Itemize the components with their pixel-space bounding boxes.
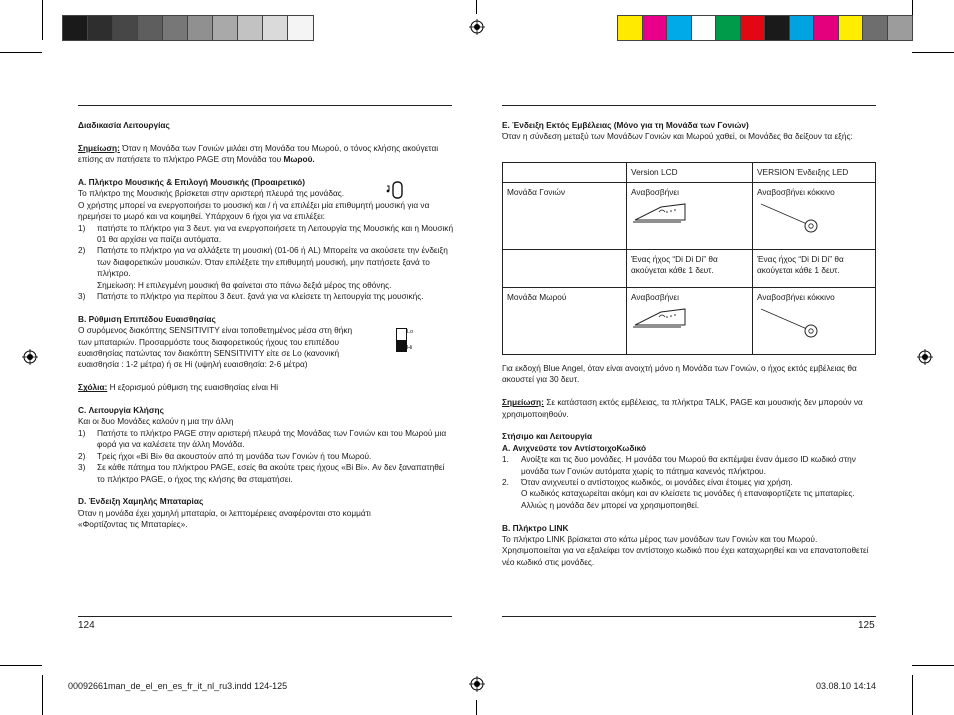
color-swatch (163, 16, 188, 40)
color-swatch (888, 16, 913, 40)
color-swatch (814, 16, 839, 40)
section-c-list (78, 428, 454, 485)
link-text: Χρησιμοποιείται για να εξαλείφει τον αντίστοιχο κωδικό που έχει καταχωρηθεί και να επανατοποθετεί νέο κωδικό στις μονάδες. (502, 545, 869, 567)
table-header-cell (503, 163, 627, 183)
section-d-text: Όταν η μονάδα έχει χαμηλή μπαταρία, οι λεπτομέρειες αναφέρονται στο κομμάτι (78, 507, 371, 518)
bottom-rule-right (502, 616, 876, 617)
footer-date: 03.08.10 14:14 (816, 681, 877, 691)
crop-mark (912, 52, 954, 53)
setup-list (502, 454, 876, 511)
section-e-text: Όταν η σύνδεση μεταξύ των Μονάδων Γονιών και Μωρού χαθεί, οι Μονάδες θα δείξουν τα εξής: (502, 131, 853, 142)
color-swatch (138, 16, 163, 40)
led-indicator-icon (757, 303, 827, 343)
out-of-range-table (502, 162, 876, 355)
color-swatch (288, 16, 313, 40)
led-indicator-icon (757, 198, 827, 238)
color-swatch (188, 16, 213, 40)
table-cell: Αναβοσβήνει κόκκινο (753, 183, 876, 250)
top-rule-left (78, 105, 452, 106)
list-item-number: 1) (78, 222, 86, 233)
right-page-lower (502, 363, 876, 568)
registration-mark-icon (469, 19, 485, 35)
list-item-note: Σημείωση: Η επιλεγμένη μουσική θα φαίνεται στο πάνω δεξιά μέρος της οθόνης. (97, 279, 392, 290)
list-item-text: Τρείς ήχοι «Bi Bi» θα ακουστούν από τη μονάδα των Γονιών ή του Μωρού. (97, 450, 372, 461)
list-item-text: Πατήστε το πλήκτρο για να αλλάξετε τη μουσική (01-06 ή AL) Μπορείτε να ακούσετε την ένδειξη των διαφορετικών μουσικών. Όταν επιλέξετε την επιθυμητή μουσική, μην πατήσετε ξανά το πλήκτρο. (97, 245, 448, 279)
color-swatch (790, 16, 815, 40)
section-a-intro: Το πλήκτρο της Μουσικής βρίσκεται στην αριστερή πλευρά της μονάδας. Ο χρήστης μπορεί να ενεργοποιήσει το μουσική και / ή να επιλέξει μία επιθυμητή μουσική για να ηρεμήσει το μωρό και να κοιμηθεί. Υπάρχουν 6 ήχοι για να επιλέξει: (78, 188, 454, 222)
crop-mark (0, 52, 42, 53)
top-rule-right (502, 105, 876, 106)
list-item-number: 1. (502, 454, 509, 465)
table-cell: Ένας ήχος “Di Di Di” θα ακούγεται κάθε 1 δευτ. (753, 250, 876, 288)
note-paragraph: Σημείωση: Σε κατάσταση εκτός εμβέλειας, τα πλήκτρα TALK, PAGE και μουσικής δεν μπορούν να χρησιμοποιηθούν. (502, 397, 863, 419)
section-b-title: B. Ρύθμιση Επιπέδου Ευαισθησίας (78, 313, 216, 324)
list-item-text: Πατήστε το πλήκτρο PAGE στην αριστερή πλευρά της Μονάδας των Γονιών και του Μωρού μια φορά για να καλέσετε την άλλη Μονάδα. (97, 427, 447, 450)
table-row (503, 288, 876, 355)
table-row (503, 250, 876, 288)
color-swatch (741, 16, 766, 40)
list-item (78, 245, 454, 291)
section-c-intro: Και οι δυο Μονάδες καλούν η μια την άλλη (78, 416, 234, 427)
blue-angel-paragraph: Για εκδοχή Blue Angel, όταν είναι ανοιχτή μόνο η Μονάδα των Γονιών, ο ήχος εκτός εμβέλειας θα ακουστεί για 30 δευτ. (502, 363, 857, 385)
color-swatch (692, 16, 717, 40)
list-item-text: Όταν ανιχνευτεί ο αντίστοιχος κωδικός, οι μονάδες είναι έτοιμες για χρήση. (521, 477, 793, 488)
crop-mark (42, 0, 43, 40)
list-item-text: Ανοίξτε και τις δυο μονάδες. Η μονάδα του Μωρού θα εκπέμψει έναν άμεσο ID κωδικό στην μονάδα των Γονιών αυτόματα χωρίς το πάτημα κανενός πλήκτρου. (521, 454, 856, 476)
section-c-title: C. Λειτουργία Κλήσης (78, 405, 164, 416)
section-a-list (78, 223, 454, 303)
crop-mark (912, 0, 913, 40)
color-swatch (113, 16, 138, 40)
registration-mark-icon (22, 349, 38, 365)
list-item (78, 451, 454, 462)
color-swatch (263, 16, 288, 40)
table-cell: Μονάδα Μωρού (503, 288, 627, 355)
section-e-title: E. Ένδειξη Εκτός Εμβέλειας (Μόνο για τη Μονάδα των Γονιών) (502, 120, 749, 130)
table-cell: Αναβοσβήνει (627, 183, 753, 250)
table-row (503, 183, 876, 250)
registration-mark-icon (469, 676, 485, 692)
color-swatch (667, 16, 692, 40)
color-swatch (765, 16, 790, 40)
left-page (78, 120, 454, 531)
list-item (502, 454, 876, 477)
comment-paragraph: Σχόλια: Η εξορισμού ρύθμιση της ευαισθησίας είναι Hi (78, 382, 279, 393)
color-swatch (839, 16, 864, 40)
table-cell: Αναβοσβήνει κόκκινο (753, 288, 876, 355)
list-item-note: Ο κωδικός καταχωρείται ακόμη και αν κλείσετε τις μονάδες ή επαναφορτίζετε τις μπαταρίες. Αλλιώς η μονάδα δεν μπορεί να χρησιμοποιηθεί. (521, 488, 855, 510)
crop-mark (912, 665, 954, 666)
list-item (78, 428, 454, 451)
section-d-title: D. Ένδειξη Χαμηλής Μπαταρίας (78, 496, 204, 507)
link-title: B. Πλήκτρο LINK (502, 522, 569, 533)
link-text: Το πλήκτρο LINK βρίσκεται στο κάτω μέρος των μονάδων των Γονιών και του Μωρού. (502, 534, 818, 545)
page-number-left: 124 (78, 620, 95, 631)
table-header-cell: VERSION Ένδειξης LED (753, 163, 876, 183)
sensitivity-switch (396, 328, 407, 352)
list-item-number: 2) (78, 245, 86, 256)
color-swatch (618, 16, 643, 40)
switch-lo-label: Lo (407, 329, 414, 336)
bottom-rule-left (78, 616, 452, 617)
section-heading: Διαδικασία Λειτουργίας (78, 120, 170, 130)
footer-filename: 00092661man_de_el_en_es_fr_it_nl_ru3.indd 124-125 (68, 681, 288, 691)
section-d-text: «Φορτίζοντας τις Μπαταρίες». (78, 519, 188, 530)
setup-title: Στήσιμο και Λειτουργία (502, 431, 593, 442)
table-cell: Ένας ήχος “Di Di Di” θα ακούγεται κάθε 1 δευτ. (627, 250, 753, 288)
table-cell: Αναβοσβήνει (627, 288, 753, 355)
lcd-display-icon (631, 198, 691, 228)
section-a-title: A. Πλήκτρο Μουσικής & Επιλογή Μουσικής (Προαιρετικό) (78, 177, 305, 187)
list-item (78, 291, 454, 302)
color-swatch (63, 16, 88, 40)
color-swatch (238, 16, 263, 40)
crop-mark (476, 0, 477, 14)
page-number-right: 125 (858, 620, 875, 631)
list-item-number: 2. (502, 477, 509, 488)
lcd-display-icon (631, 303, 691, 333)
color-swatch (863, 16, 888, 40)
list-item (78, 462, 454, 485)
list-item (502, 477, 876, 511)
list-item-text: Πατήστε το πλήκτρο για περίπου 3 δευτ. ξανά για να κλείσετε τη λειτουργία της μουσικής. (97, 291, 424, 302)
crop-mark (476, 700, 477, 715)
table-cell: Μονάδα Γονιών (503, 183, 627, 250)
list-item-number: 2) (78, 450, 86, 461)
color-swatch (716, 16, 741, 40)
switch-hi-label: Hi (407, 345, 413, 352)
crop-mark (0, 665, 42, 666)
list-item-number: 3) (78, 462, 86, 473)
note-paragraph: Σημείωση: Όταν η Μονάδα των Γονιών μιλάει στη Μονάδα του Μωρού, ο τόνος κλήσης ακούγεται επίσης αν πατήσετε το πλήκτρο PAGE στη Μονάδα του Μωρού. (78, 142, 439, 165)
table-header-row (503, 163, 876, 183)
color-swatch (213, 16, 238, 40)
list-item-text: Σε κάθε πάτημα του πλήκτρου PAGE, εσείς θα ακούτε τρεις ήχους «Bi Bi». Αν δεν ξαναπατηθεί το πλήκτρο PAGE, ο ήχος της κλήσης θα σταματήσει. (97, 462, 445, 484)
registration-mark-icon (917, 349, 933, 365)
crop-mark (912, 675, 913, 715)
list-item-text: πατήστε το πλήκτρο για 3 δευτ. για να ενεργοποιήσετε τη Λειτουργία της Μουσικής και η Μουσική 01 θα αρχίσει να παίζει αυτόματα. (97, 222, 454, 245)
crop-mark (42, 675, 43, 715)
list-item-number: 1) (78, 427, 86, 438)
table-header-cell: Version LCD (627, 163, 753, 183)
color-swatch (88, 16, 113, 40)
section-b-text: Ο συρόμενος διακόπτης SENSITIVITY είναι τοποθετημένος μέσα στη θήκη των μπαταριών. Προσαρμόστε τους διαφορετικούς ήχους του επιπέδου ευαισθησίας πατώντας τον διακόπτη SENSITIVITY είτε σε Lo (κανονική ευαισθησία : 1-2 μέτρα) ή σε Hi (υψηλή ευαισθησία: 2-6 μέτρα) Lo Hi (78, 325, 414, 370)
list-item-number: 3) (78, 291, 86, 302)
table-cell (503, 250, 627, 288)
right-page (502, 120, 878, 143)
list-item (78, 223, 454, 246)
setup-a-title: A. Ανιχνεύστε τον ΑντίστοιχοΚωδικό (502, 442, 647, 453)
color-swatch (643, 16, 668, 40)
music-button-icon (384, 180, 406, 202)
